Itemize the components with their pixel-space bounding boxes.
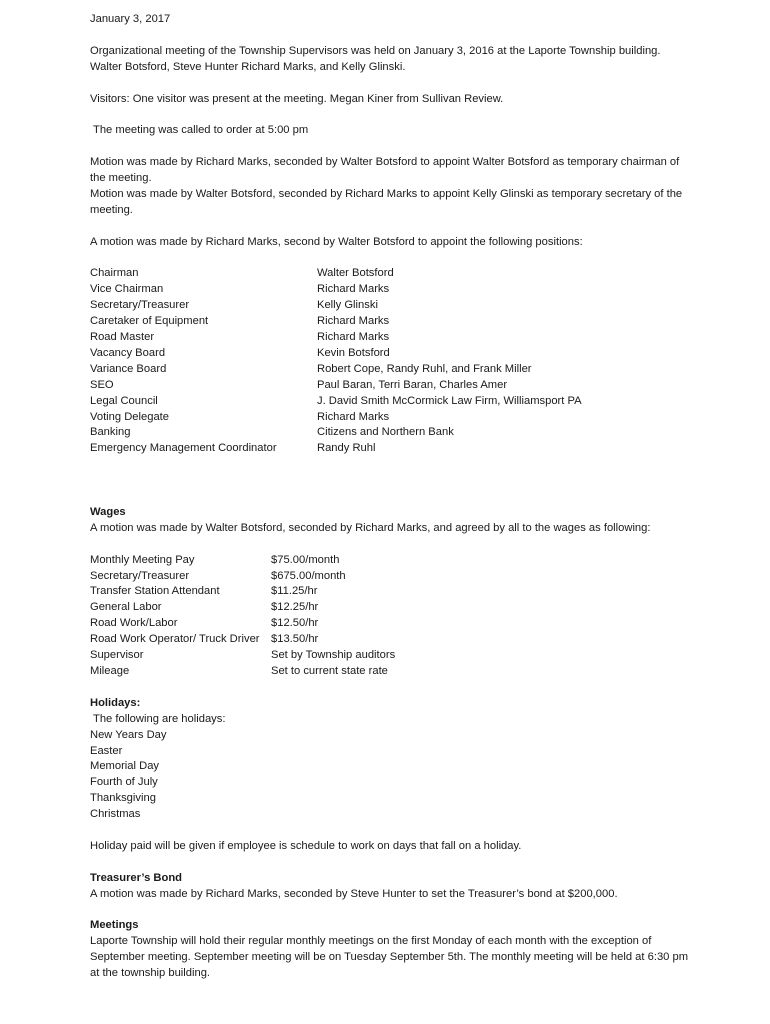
position-row xyxy=(90,362,690,378)
wage-row xyxy=(90,569,690,585)
position-title: Voting Delegate xyxy=(90,410,169,423)
motion-temporary-chairman: Motion was made by Richard Marks, seconded by Walter Botsford to appoint Walter Botsford as temporary chairman of the meeting. xyxy=(90,156,680,184)
document-page xyxy=(90,12,690,982)
position-title: Legal Council xyxy=(90,394,158,407)
wage-role: Secretary/Treasurer xyxy=(90,569,190,582)
position-holder: Kelly Glinski xyxy=(317,299,378,312)
holidays-heading: Holidays: xyxy=(90,696,141,709)
document-date: January 3, 2017 xyxy=(90,13,171,25)
position-holder: Richard Marks xyxy=(317,331,390,344)
wage-rate: $13.50/hr xyxy=(271,633,319,646)
wage-rate: Set to current state rate xyxy=(271,665,388,677)
position-row xyxy=(90,266,690,282)
position-title: Secretary/Treasurer xyxy=(90,299,190,312)
position-row xyxy=(90,282,690,298)
holiday-item: Christmas xyxy=(90,808,141,821)
position-title: Banking xyxy=(90,426,131,439)
wage-row xyxy=(90,616,690,632)
position-row xyxy=(90,298,690,314)
intro-paragraph: Organizational meeting of the Township Supervisors was held on January 3, 2016 at the Laporte Township building. Walter Botsford, Steve Hunter Richard Marks, and Kelly Glinski. xyxy=(90,44,661,73)
visitors-paragraph: Visitors: One visitor was present at the meeting. Megan Kiner from Sullivan Review. xyxy=(90,92,504,105)
holiday-item: Memorial Day xyxy=(90,760,160,773)
position-row xyxy=(90,330,690,346)
position-row xyxy=(90,425,690,441)
meetings-heading: Meetings xyxy=(90,919,139,932)
wage-rate: $75.00/month xyxy=(271,553,340,566)
position-row xyxy=(90,410,690,426)
wages-list xyxy=(90,553,690,680)
bond-heading: Treasurer’s Bond xyxy=(90,871,183,884)
position-holder: Richard Marks xyxy=(317,315,390,328)
wage-row xyxy=(90,584,690,600)
wage-rate: $675.00/month xyxy=(271,569,346,582)
meetings-text: Laporte Township will hold their regular monthly meetings on the first Monday of each month with the exception of September meeting. September meeting will be on Tuesday September 5th. The monthly meeting will be held at 6:30 pm at the township building. xyxy=(90,935,689,980)
position-holder: Paul Baran, Terri Baran, Charles Amer xyxy=(317,378,508,391)
position-title: Chairman xyxy=(90,267,139,280)
wage-row xyxy=(90,664,690,680)
position-title: Vice Chairman xyxy=(90,283,164,296)
position-row xyxy=(90,346,690,362)
position-holder: Walter Botsford xyxy=(317,267,394,280)
holiday-item: Fourth of July xyxy=(90,776,158,789)
positions-intro: A motion was made by Richard Marks, second by Walter Botsford to appoint the following positions: xyxy=(90,235,583,248)
wage-rate: $12.50/hr xyxy=(271,617,319,630)
position-holder: J. David Smith McCormick Law Firm, Williamsport PA xyxy=(317,394,582,407)
position-title: SEO xyxy=(90,378,114,391)
holiday-item: Thanksgiving xyxy=(90,792,156,805)
wages-heading: Wages xyxy=(90,505,126,518)
motion-temporary-secretary: Motion was made by Walter Botsford, seconded by Richard Marks to appoint Kelly Glinski as temporary secretary of the meeting. xyxy=(90,187,683,216)
position-holder: Robert Cope, Randy Ruhl, and Frank Miller xyxy=(317,362,532,375)
wage-role: Road Work/Labor xyxy=(90,617,178,630)
wage-role: Road Work Operator/ Truck Driver xyxy=(90,633,260,646)
position-row xyxy=(90,378,690,394)
call-to-order: The meeting was called to order at 5:00 pm xyxy=(93,124,309,137)
wage-row xyxy=(90,600,690,616)
wage-role: Mileage xyxy=(90,665,130,677)
position-title: Road Master xyxy=(90,331,155,344)
wage-role: Monthly Meeting Pay xyxy=(90,553,195,566)
holidays-list xyxy=(90,728,690,823)
position-title: Emergency Management Coordinator xyxy=(90,442,277,455)
wage-role: Transfer Station Attendant xyxy=(90,585,220,598)
position-title: Caretaker of Equipment xyxy=(90,315,209,328)
wages-intro: A motion was made by Walter Botsford, seconded by Richard Marks, and agreed by all to the wages as following: xyxy=(90,521,651,534)
holiday-item: Easter xyxy=(90,744,123,757)
position-holder: Kevin Botsford xyxy=(317,346,390,359)
position-row xyxy=(90,314,690,330)
wage-row xyxy=(90,632,690,648)
position-holder: Randy Ruhl xyxy=(317,442,376,455)
holiday-item: New Years Day xyxy=(90,728,167,741)
wage-role: Supervisor xyxy=(90,649,144,662)
wage-rate: Set by Township auditors xyxy=(271,649,396,662)
wage-rate: $12.25/hr xyxy=(271,601,319,614)
holiday-pay-note: Holiday paid will be given if employee is schedule to work on days that fall on a holiday. xyxy=(90,839,522,852)
positions-list xyxy=(90,266,690,457)
position-holder: Richard Marks xyxy=(317,410,390,423)
wage-role: General Labor xyxy=(90,601,162,614)
wage-row xyxy=(90,553,690,569)
position-row xyxy=(90,441,690,457)
holidays-intro: The following are holidays: xyxy=(93,712,226,725)
position-title: Vacancy Board xyxy=(90,346,166,359)
position-title: Variance Board xyxy=(90,362,167,375)
wage-rate: $11.25/hr xyxy=(271,585,318,598)
bond-text: A motion was made by Richard Marks, seconded by Steve Hunter to set the Treasurer’s bond at $200,000. xyxy=(90,887,618,900)
position-holder: Citizens and Northern Bank xyxy=(317,426,454,439)
position-holder: Richard Marks xyxy=(317,283,390,296)
wage-row xyxy=(90,648,690,664)
position-row xyxy=(90,394,690,410)
